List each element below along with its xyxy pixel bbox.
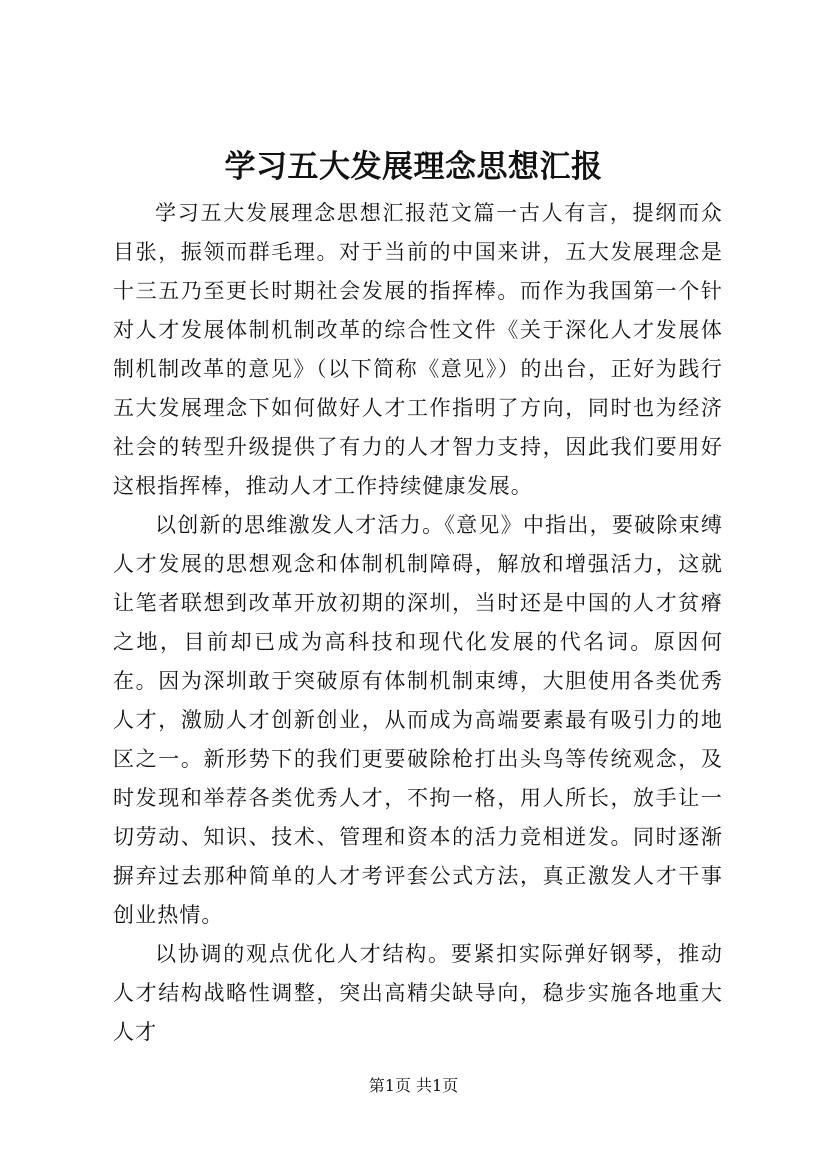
paragraph-3: 以协调的观点优化人才结构。要紧扣实际弹好钢琴，推动人才结构战略性调整，突出高精尖缺导向，稳步实施各地重大人才 (113, 942, 723, 1044)
document-body (113, 194, 723, 1052)
document-title: 学习五大发展理念思想汇报 (224, 149, 603, 185)
page-footer: 第1页 共1页 (368, 1076, 459, 1095)
paragraph-1: 学习五大发展理念思想汇报范文篇一古人有言，提纲而众目张，振领而群毛理。对于当前的中国来讲，五大发展理念是十三五乃至更长时期社会发展的指挥棒。而作为我国第一个针对人才发展体制机制改革的综合性文件《关于深化人才发展体制机制改革的意见》（以下简称《意见》）的出台，正好为践行五大发展理念下如何做好人才工作指明了方向，同时也为经济社会的转型升级提供了有力的人才智力支持，因此我们要用好这根指挥棒，推动人才工作持续健康发展。 (113, 201, 723, 498)
paragraph-2: 以创新的思维激发人才活力。《意见》中指出，要破除束缚人才发展的思想观念和体制机制障碍，解放和增强活力，这就让笔者联想到改革开放初期的深圳，当时还是中国的人才贫瘠之地，目前却已成为高科技和现代化发展的代名词。原因何在。因为深圳敢于突破原有体制机制束缚，大胆使用各类优秀人才，激励人才创新创业，从而成为高端要素最有吸引力的地区之一。新形势下的我们更要破除枪打出头鸟等传统观念，及时发现和举荐各类优秀人才，不拘一格，用人所长，放手让一切劳动、知识、技术、管理和资本的活力竞相迸发。同时逐渐摒弃过去那种简单的人才考评套公式方法，真正激发人才干事创业热情。 (113, 513, 723, 927)
